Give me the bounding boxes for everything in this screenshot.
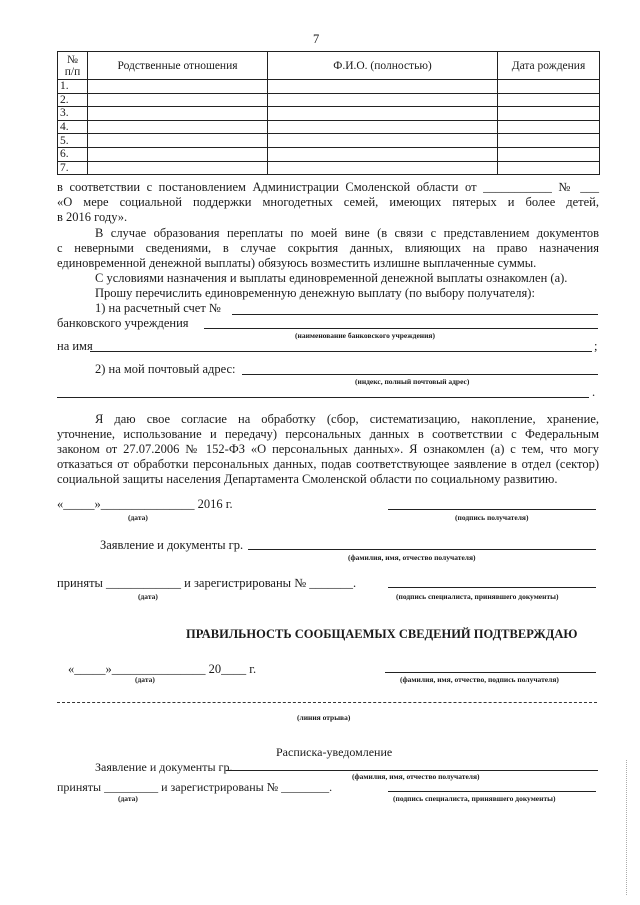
consent-line-1: Я даю свое согласие на обработку (сбор, систематизацию, накопление, хранение,: [95, 412, 599, 426]
table-header-row: [58, 52, 600, 80]
name-cell[interactable]: [268, 147, 498, 161]
transfer-request-line: Прошу перечислить единовременную денежную выплату (по выбору получателя):: [95, 286, 535, 300]
account-holder-field[interactable]: [90, 351, 592, 352]
overpayment-line-3: единовременной денежной выплаты) обязуюсь возместить излишне выплаченные суммы.: [57, 256, 537, 270]
postal-address-field-2[interactable]: [57, 397, 589, 398]
consent-line-2: уточнение, использование и передачу) персональных данных в соответствии с Федеральным: [57, 427, 599, 441]
header-number: № п/п: [58, 52, 88, 80]
consent-line-4: отказаться от обработки персональных данных, подав соответствующее заявление в отдел (сектор): [57, 457, 599, 471]
table-row: [58, 120, 600, 134]
row-number: 5.: [58, 134, 88, 148]
birth-date-cell[interactable]: [498, 134, 600, 148]
cut-line: [57, 702, 597, 703]
receipt-title: Расписка-уведомление: [276, 745, 393, 759]
semicolon: ;: [594, 339, 598, 353]
table-row: [58, 147, 600, 161]
header-birth-date: Дата рождения: [498, 52, 600, 80]
postal-address-label: 2) на мой почтовый адрес:: [95, 362, 236, 376]
receipt-documents-label: Заявление и документы гр.: [95, 760, 233, 774]
birth-date-cell[interactable]: [498, 107, 600, 121]
birth-date-cell[interactable]: [498, 93, 600, 107]
confirmation-heading: ПРАВИЛЬНОСТЬ СООБЩАЕМЫХ СВЕДЕНИЙ ПОДТВЕРЖДАЮ: [186, 627, 578, 641]
receipt-accepted-line[interactable]: приняты _________ и зарегистрированы № ________.: [57, 780, 333, 794]
date-hint: (дата): [128, 513, 148, 522]
birth-date-cell[interactable]: [498, 120, 600, 134]
resolution-line: в соответствии с постановлением Администрации Смоленской области от ___________ № ___: [57, 180, 599, 194]
postal-address-hint: (индекс, полный почтовый адрес): [355, 377, 470, 386]
table-row: [58, 134, 600, 148]
family-table: [57, 51, 600, 175]
scan-edge-artifact: [626, 760, 629, 895]
receipt-citizen-field[interactable]: [226, 770, 598, 771]
documents-label: Заявление и документы гр.: [100, 538, 244, 552]
table-row: [58, 93, 600, 107]
period: .: [592, 385, 596, 399]
receipt-specialist-signature-hint: (подпись специалиста, принявшего документы): [393, 794, 556, 803]
resolution-title-line: «О мере социальной поддержки многодетных семей, имеющих пятерых и более детей,: [57, 195, 599, 209]
row-number: 2.: [58, 93, 88, 107]
recipient-signature-field[interactable]: [388, 509, 596, 510]
header-relation: Родственные отношения: [88, 52, 268, 80]
accepted-date-hint: (дата): [138, 592, 158, 601]
conditions-line: С условиями назначения и выплаты единовременной денежной выплаты ознакомлен (а).: [95, 271, 568, 285]
bank-hint: (наименование банковского учреждения): [295, 331, 435, 340]
birth-date-cell[interactable]: [498, 161, 600, 175]
header-full-name: Ф.И.О. (полностью): [268, 52, 498, 80]
table-row: [58, 161, 600, 175]
resolution-year-line: в 2016 году».: [57, 210, 128, 224]
consent-line-3: законом от 27.07.2006 № 152-ФЗ «О персональных данных». Я ознакомлен (а) с тем, что могу: [57, 442, 599, 456]
confirmation-signature-field[interactable]: [385, 672, 596, 673]
receipt-citizen-hint: (фамилия, имя, отчество получателя): [352, 772, 480, 781]
specialist-signature-hint: (подпись специалиста, принявшего документы): [396, 592, 559, 601]
relation-cell[interactable]: [88, 107, 268, 121]
row-number: 4.: [58, 120, 88, 134]
receipt-date-hint: (дата): [118, 794, 138, 803]
birth-date-cell[interactable]: [498, 147, 600, 161]
consent-line-5: социальной защиты населения Департамента Смоленской области по социальному развитию.: [57, 472, 558, 486]
account-label: 1) на расчетный счет №: [95, 301, 221, 315]
table-row: [58, 107, 600, 121]
relation-cell[interactable]: [88, 161, 268, 175]
overpayment-line-1: В случае образования переплаты по моей вине (в связи с представлением документов: [95, 226, 599, 240]
postal-address-field[interactable]: [242, 374, 598, 375]
relation-cell[interactable]: [88, 120, 268, 134]
row-number: 7.: [58, 161, 88, 175]
receipt-specialist-signature-field[interactable]: [388, 791, 596, 792]
birth-date-cell[interactable]: [498, 80, 600, 94]
confirmation-date-hint: (дата): [135, 675, 155, 684]
page-number: 7: [313, 32, 320, 46]
name-cell[interactable]: [268, 134, 498, 148]
confirmation-signature-hint: (фамилия, имя, отчество, подпись получателя): [400, 675, 559, 684]
table-row: [58, 80, 600, 94]
accepted-registered-line[interactable]: приняты ____________ и зарегистрированы № _______.: [57, 576, 357, 590]
name-cell[interactable]: [268, 161, 498, 175]
confirmation-date[interactable]: «_____»_______________ 20____ г.: [68, 662, 257, 676]
specialist-signature-field[interactable]: [388, 587, 596, 588]
name-cell[interactable]: [268, 107, 498, 121]
relation-cell[interactable]: [88, 134, 268, 148]
bank-label: банковского учреждения: [57, 316, 189, 330]
relation-cell[interactable]: [88, 93, 268, 107]
documents-citizen-hint: (фамилия, имя, отчество получателя): [348, 553, 476, 562]
name-on-label: на имя: [57, 339, 93, 353]
application-date[interactable]: «_____»_______________ 2016 г.: [57, 497, 233, 511]
account-number-field[interactable]: [232, 314, 598, 315]
overpayment-line-2: с неверными сведениями, в случае сокрытия данных, влияющих на право назначения: [57, 241, 599, 255]
row-number: 6.: [58, 147, 88, 161]
recipient-signature-hint: (подпись получателя): [455, 513, 529, 522]
name-cell[interactable]: [268, 120, 498, 134]
relation-cell[interactable]: [88, 80, 268, 94]
name-cell[interactable]: [268, 80, 498, 94]
documents-citizen-field[interactable]: [248, 549, 596, 550]
bank-name-field[interactable]: [204, 328, 598, 329]
row-number: 1.: [58, 80, 88, 94]
relation-cell[interactable]: [88, 147, 268, 161]
name-cell[interactable]: [268, 93, 498, 107]
cut-line-hint: (линия отрыва): [297, 713, 351, 722]
row-number: 3.: [58, 107, 88, 121]
